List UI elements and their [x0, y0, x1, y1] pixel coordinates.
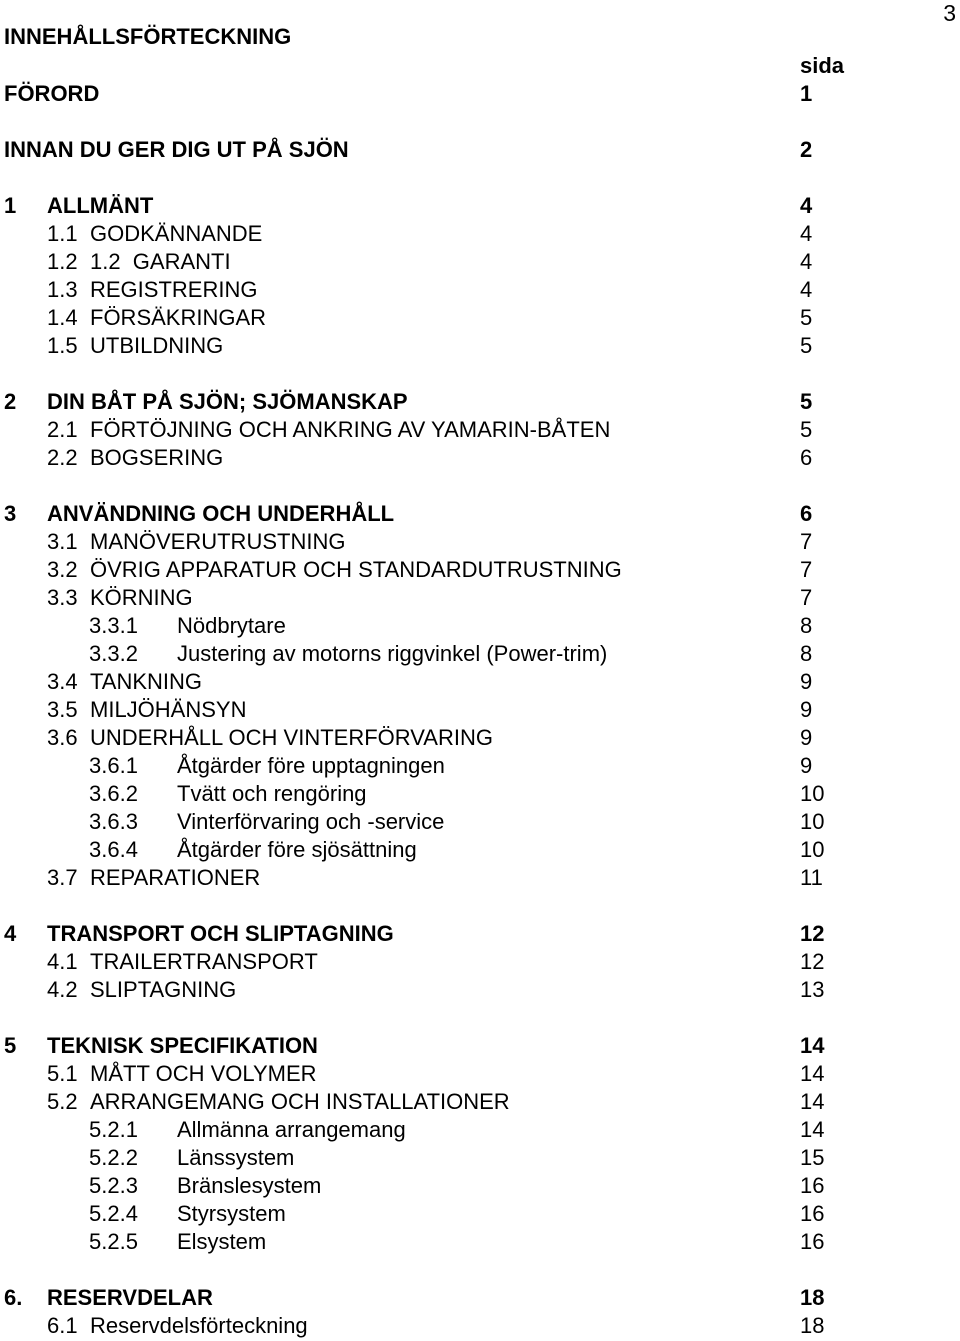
- toc-entry-page: 11: [800, 865, 823, 890]
- toc-spacer: [0, 361, 960, 389]
- toc-entry-number: 4.2: [47, 977, 78, 1002]
- toc-entry-page: 18: [800, 1313, 825, 1338]
- toc-entry-page: 15: [800, 1145, 825, 1170]
- toc-entry-number: 3.3: [47, 585, 78, 610]
- toc-entry-page: 12: [800, 921, 825, 946]
- toc-entry-number: 5.2: [47, 1089, 78, 1114]
- toc-entry[interactable]: [0, 697, 960, 725]
- toc-entry-title: 1.2 GARANTI: [90, 249, 231, 274]
- toc-entry-title: GODKÄNNANDE: [90, 221, 263, 246]
- toc-entry[interactable]: [0, 1117, 960, 1145]
- toc-entry[interactable]: [0, 137, 960, 165]
- toc-entry[interactable]: [0, 977, 960, 1005]
- toc-entry-title: Åtgärder före upptagningen: [177, 753, 445, 778]
- toc-entry-page: 5: [800, 333, 813, 358]
- toc-entry-number: 1.1: [47, 221, 78, 246]
- toc-entry-title: ÖVRIG APPARATUR OCH STANDARDUTRUSTNING: [90, 557, 622, 582]
- toc-entry-page: 9: [800, 697, 813, 722]
- toc-spacer: [0, 893, 960, 921]
- toc-entry[interactable]: [0, 557, 960, 585]
- toc-entry-page: 8: [800, 641, 813, 666]
- toc-entry-title: REPARATIONER: [90, 865, 261, 890]
- toc-entry-page: 8: [800, 613, 813, 638]
- toc-entry[interactable]: [0, 921, 960, 949]
- toc-entry-number: 1.4: [47, 305, 78, 330]
- toc-entry-number: 5: [4, 1033, 17, 1058]
- toc-entry[interactable]: [0, 305, 960, 333]
- toc-entry-title: ARRANGEMANG OCH INSTALLATIONER: [90, 1089, 510, 1114]
- toc-entry-page: 2: [800, 137, 813, 162]
- toc-entry-title: Reservdelsförteckning: [90, 1313, 308, 1338]
- toc-entry-page: 14: [800, 1061, 825, 1086]
- toc-entry[interactable]: [0, 1145, 960, 1173]
- toc-entry-title: RESERVDELAR: [47, 1285, 213, 1310]
- toc-entry-title: Bränslesystem: [177, 1173, 322, 1198]
- toc-entry[interactable]: [0, 501, 960, 529]
- toc-entry-title: REGISTRERING: [90, 277, 258, 302]
- toc-entry-title: Elsystem: [177, 1229, 267, 1254]
- toc-entry[interactable]: [0, 725, 960, 753]
- toc-entry-page: 13: [800, 977, 825, 1002]
- toc-entry-title: Åtgärder före sjösättning: [177, 837, 417, 862]
- toc-entry-number: 2.2: [47, 445, 78, 470]
- toc-entry[interactable]: [0, 445, 960, 473]
- toc-entry-number: 1.2: [47, 249, 78, 274]
- toc-entry[interactable]: [0, 389, 960, 417]
- toc-entry-title: SLIPTAGNING: [90, 977, 237, 1002]
- page-column-header: sida: [800, 53, 845, 78]
- toc-entry-number: 5.2.2: [89, 1145, 138, 1170]
- toc-entry-number: 5.1: [47, 1061, 78, 1086]
- toc-entry-page: 10: [800, 837, 825, 862]
- toc-entry-title: Länssystem: [177, 1145, 295, 1170]
- toc-entry-number: 6.1: [47, 1313, 78, 1338]
- toc-entry-number: 2.1: [47, 417, 78, 442]
- page-number: 3: [943, 0, 956, 26]
- toc-title: INNEHÅLLSFÖRTECKNING: [4, 24, 292, 49]
- toc-entry-number: 3.4: [47, 669, 78, 694]
- toc-entry[interactable]: [0, 529, 960, 557]
- toc-entry-title: FÖRSÄKRINGAR: [90, 305, 267, 330]
- toc-entry[interactable]: [0, 1089, 960, 1117]
- toc-entry-page: 16: [800, 1201, 825, 1226]
- toc-entry-title: KÖRNING: [90, 585, 193, 610]
- toc-entry-number: 5.2.5: [89, 1229, 138, 1254]
- toc-spacer: [0, 1005, 960, 1033]
- toc-entry-number: 3.5: [47, 697, 78, 722]
- toc-entry-number: 6.: [4, 1285, 23, 1310]
- toc-entry-page: 7: [800, 585, 813, 610]
- toc-entry[interactable]: [0, 277, 960, 305]
- toc-entry-page: 9: [800, 753, 813, 778]
- toc-entry[interactable]: [0, 1229, 960, 1257]
- toc-entry-title: INNAN DU GER DIG UT PÅ SJÖN: [4, 137, 349, 162]
- toc-entry-number: 3.1: [47, 529, 78, 554]
- toc-entry[interactable]: [0, 417, 960, 445]
- toc-entry[interactable]: [0, 333, 960, 361]
- toc-entry[interactable]: [0, 809, 960, 837]
- toc-entry-title: Nödbrytare: [177, 613, 286, 638]
- toc-entry-page: 18: [800, 1285, 825, 1310]
- toc-entry[interactable]: [0, 221, 960, 249]
- toc-entry[interactable]: [0, 1201, 960, 1229]
- toc-entry-title: MILJÖHÄNSYN: [90, 697, 247, 722]
- toc-entry-number: 3.2: [47, 557, 78, 582]
- toc-entry-page: 7: [800, 529, 813, 554]
- toc-entry-number: 3.6.4: [89, 837, 138, 862]
- toc-entry-page: 5: [800, 389, 813, 414]
- toc-spacer: [0, 165, 960, 193]
- toc-entry-title: TRANSPORT OCH SLIPTAGNING: [47, 921, 394, 946]
- toc-entry-number: 5.2.1: [89, 1117, 138, 1142]
- toc-entry-title: Allmänna arrangemang: [177, 1117, 406, 1142]
- toc-entry-number: 3.6.2: [89, 781, 138, 806]
- toc-entry-title: ANVÄNDNING OCH UNDERHÅLL: [47, 501, 395, 526]
- toc-entry-title: MANÖVERUTRUSTNING: [90, 529, 346, 554]
- toc-entry-title: MÅTT OCH VOLYMER: [90, 1061, 317, 1086]
- toc-entry-title: Vinterförvaring och -service: [177, 809, 445, 834]
- toc-entry-title: UNDERHÅLL OCH VINTERFÖRVARING: [90, 725, 493, 750]
- toc-entry-page: 16: [800, 1229, 825, 1254]
- toc-spacer: [0, 1257, 960, 1285]
- toc-entry-title: TANKNING: [90, 669, 203, 694]
- toc-entry-number: 3.7: [47, 865, 78, 890]
- toc-entry[interactable]: [0, 1313, 960, 1341]
- toc-entry-page: 4: [800, 249, 813, 274]
- toc-entry[interactable]: [0, 641, 960, 669]
- toc-entry[interactable]: [0, 613, 960, 641]
- toc-entry-page: 14: [800, 1117, 825, 1142]
- toc-entry-page: 10: [800, 809, 825, 834]
- toc-entry-number: 4.1: [47, 949, 78, 974]
- toc-entry-page: 5: [800, 305, 813, 330]
- toc-entry-number: 1: [4, 193, 17, 218]
- toc-entry-number: 3: [4, 501, 17, 526]
- toc-entry[interactable]: [0, 585, 960, 613]
- toc-entry[interactable]: [0, 949, 960, 977]
- toc-entry[interactable]: [0, 249, 960, 277]
- toc-entry[interactable]: [0, 1173, 960, 1201]
- table-of-contents: [0, 81, 960, 1341]
- toc-entry-page: 7: [800, 557, 813, 582]
- toc-entry-title: Justering av motorns riggvinkel (Power-trim): [177, 641, 608, 666]
- toc-spacer: [0, 473, 960, 501]
- toc-entry[interactable]: [0, 81, 960, 109]
- toc-entry-title: DIN BÅT PÅ SJÖN; SJÖMANSKAP: [47, 389, 408, 414]
- toc-entry-title: ALLMÄNT: [47, 193, 154, 218]
- toc-entry-number: 3.6: [47, 725, 78, 750]
- toc-entry[interactable]: [0, 1061, 960, 1089]
- toc-entry-title: Styrsystem: [177, 1201, 286, 1226]
- toc-entry-page: 1: [800, 81, 813, 106]
- toc-entry-number: 1.3: [47, 277, 78, 302]
- toc-entry-number: 3.3.1: [89, 613, 138, 638]
- toc-entry-title: UTBILDNING: [90, 333, 224, 358]
- toc-spacer: [0, 109, 960, 137]
- toc-entry-number: 5.2.4: [89, 1201, 138, 1226]
- toc-entry[interactable]: [0, 865, 960, 893]
- toc-entry-page: 4: [800, 221, 813, 246]
- toc-entry[interactable]: [0, 781, 960, 809]
- toc-entry[interactable]: [0, 669, 960, 697]
- toc-entry-number: 1.5: [47, 333, 78, 358]
- toc-entry-page: 10: [800, 781, 825, 806]
- toc-entry-title: BOGSERING: [90, 445, 224, 470]
- toc-entry-page: 4: [800, 193, 813, 218]
- toc-entry-page: 16: [800, 1173, 825, 1198]
- toc-entry-page: 4: [800, 277, 813, 302]
- toc-entry[interactable]: [0, 193, 960, 221]
- toc-entry[interactable]: [0, 1285, 960, 1313]
- toc-entry-number: 2: [4, 389, 17, 414]
- toc-entry-title: TEKNISK SPECIFIKATION: [47, 1033, 318, 1058]
- toc-entry-page: 14: [800, 1089, 825, 1114]
- toc-entry-page: 5: [800, 417, 813, 442]
- toc-entry-number: 3.6.1: [89, 753, 138, 778]
- toc-entry-number: 3.3.2: [89, 641, 138, 666]
- toc-entry[interactable]: [0, 1033, 960, 1061]
- toc-entry-title: Tvätt och rengöring: [177, 781, 367, 806]
- toc-entry-page: 12: [800, 949, 825, 974]
- toc-entry-page: 9: [800, 725, 813, 750]
- toc-entry-number: 5.2.3: [89, 1173, 138, 1198]
- toc-entry-title: FÖRORD: [4, 81, 100, 106]
- toc-entry-number: 3.6.3: [89, 809, 138, 834]
- toc-entry[interactable]: [0, 837, 960, 865]
- toc-entry[interactable]: [0, 753, 960, 781]
- toc-entry-title: TRAILERTRANSPORT: [90, 949, 318, 974]
- toc-entry-number: 4: [4, 921, 17, 946]
- toc-entry-page: 14: [800, 1033, 825, 1058]
- toc-entry-page: 6: [800, 501, 813, 526]
- toc-entry-page: 6: [800, 445, 813, 470]
- toc-entry-page: 9: [800, 669, 813, 694]
- toc-entry-title: FÖRTÖJNING OCH ANKRING AV YAMARIN-BÅTEN: [90, 417, 611, 442]
